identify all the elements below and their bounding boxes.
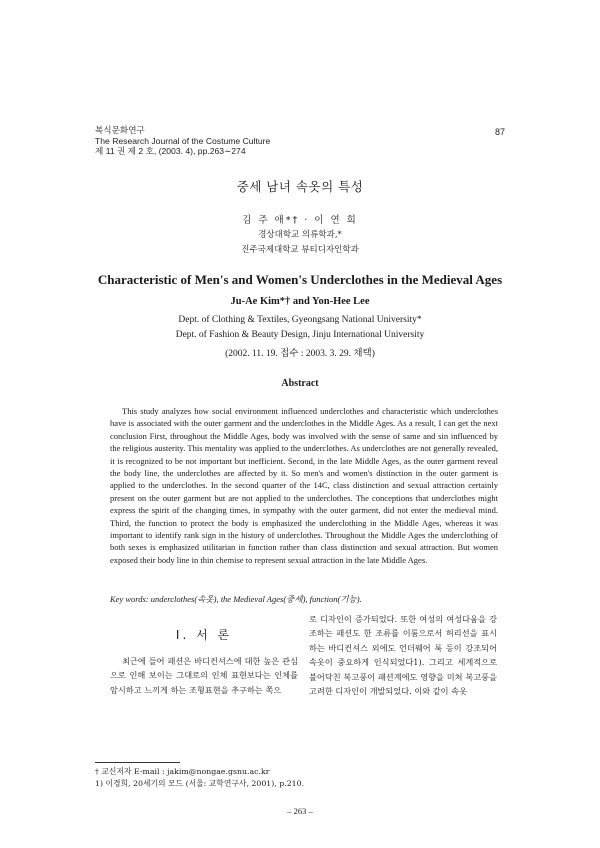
journal-title-kr: 복식문화연구 — [95, 125, 145, 135]
page-footer: – 263 – — [287, 806, 313, 816]
footnote-reference-1: 1) 이경희, 20세기의 모드 (서울: 교학연구사, 2001), p.210. — [95, 778, 305, 788]
submission-dates: (2002. 11. 19. 접수 : 2003. 3. 29. 채택) — [225, 349, 375, 359]
authors-korean: 김 주 애*† · 이 연 희 — [242, 215, 358, 226]
body-column-right: 로 디자인이 증가되었다. 또한 여성의 여성다움을 강조하는 패션도 한 조류를 이룸으로서 허리선을 표시하는 바디컨셔스 외에도 언더웨어 룩 등이 강조되어 속옷이 중요하게 인식되었다1). 그리고 세계적으로 불어닥친 복고풍이 패션계에도 영향을 미쳐 복고풍을 고려한 디자인이 개발되었다. 이와 같이 속옷 — [309, 614, 497, 697]
authors-english: Ju-Ae Kim*† and Yon-Hee Lee — [230, 296, 370, 307]
journal-header — [95, 125, 270, 157]
body-column-left: 최근에 들어 패션은 바디컨셔스에 대한 높은 관심으로 인해 보이는 그대로의 인체 표현보다는 인체를 암시하고 느끼게 하는 조형표현을 추구하는 쪽으 — [110, 656, 298, 695]
footnotes — [95, 766, 304, 789]
section-heading-introduction: Ⅰ. 서 론 — [175, 628, 233, 642]
journal-title-en: The Research Journal of the Costume Culture — [95, 135, 271, 146]
title-english: Characteristic of Men's and Women's Underclothes in the Medieval Ages — [97, 272, 503, 287]
abstract-text: This study analyzes how social environment influenced underclothes and characteristic which underclothes have is associated with the outer garment and the underclothes in the Middle Ages. As a result, I can get the next conclusion First, throughout the Middle Ages, body was involved with the sense of same and sin influenced by the religious austerity. This mentality was applied to the underclothes. As underclothes are not generally revealed, it is recognized to be not important but inefficient. Second, in the late Middle Ages, as the outer garment reveal the body line, the underclothes are affected by it. So men's and women's distinction in the outer garment is applied to the underclothes. In the second quarter of the 14C, class distinction and sexual attraction certainly present on the outer garment but are not applied to the underclothes. The conceptions that underclothes might express the spirit of the changing times, in sympathy with the outer garment, did not enter the medieval mind. Third, the function to protect the body is emphasized the underclothing in the Middle Ages, whereas it was important to identify rank sign in the history of underclothes. Throughout the Middle Ages the underclothing of both sexes is emphasized utilitarian in function rather than class distinction and sexual attraction. But women exposed their body line in thin chemise to represent sexual attraction in the late Middle Ages. — [110, 406, 498, 565]
affiliation-english-2: Dept. of Fashion & Beauty Design, Jinju International University — [175, 330, 425, 340]
title-korean: 중세 남녀 속옷의 특성 — [236, 179, 364, 194]
affiliation-korean-2: 진주국제대학교 뷰티디자인학과 — [241, 245, 359, 255]
keywords: Key words: underclothes(속옷), the Medieval Ages(중세), function(기능). — [110, 594, 362, 604]
footnote-corresponding-author: † 교신저자 E-mail : jakim@nongae.gsnu.ac.kr — [95, 767, 270, 776]
journal-volume: 제 11 권 제 2 호, (2003. 4), pp.263∼274 — [95, 146, 246, 156]
footnote-rule — [95, 762, 180, 763]
affiliation-english-1: Dept. of Clothing & Textiles, Gyeongsang National University* — [178, 315, 422, 325]
abstract-heading: Abstract — [281, 378, 319, 389]
affiliation-korean-1: 경상대학교 의류학과,* — [258, 230, 342, 240]
page-number: 87 — [494, 127, 505, 137]
